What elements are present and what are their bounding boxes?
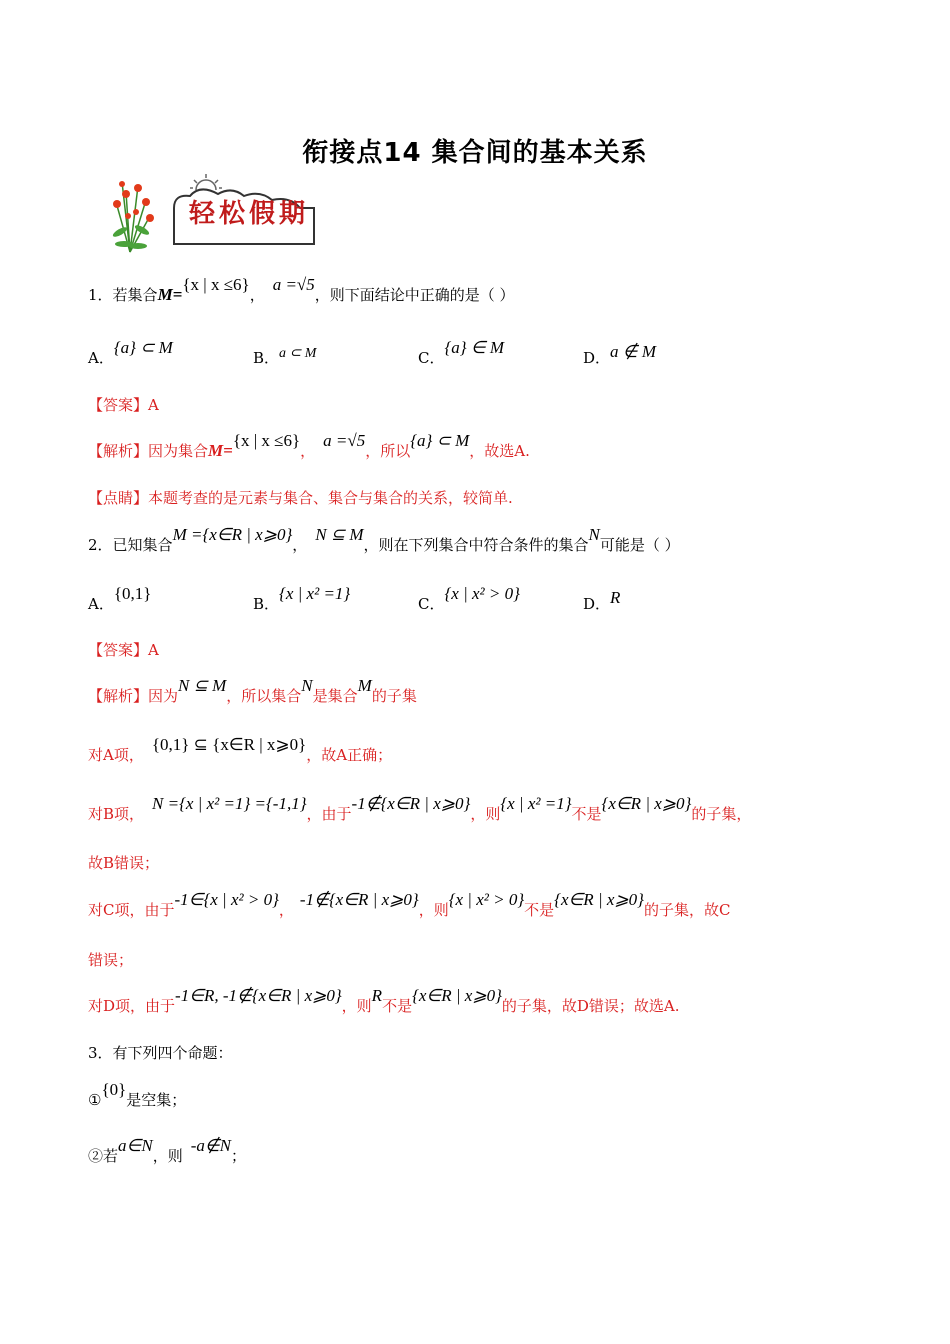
q2-option-a: A．{0,1}: [88, 584, 152, 613]
q2-case-b: 对B项，N ={x | x² =1} ={-1,1}，由于-1∉{x∈R | x⩾0}，则{x | x² =1}不是{x∈R | x⩾0}的子集，: [88, 794, 752, 823]
q2-stem: 2．已知集合M ={x∈R | x⩾0}，N ⊆ M，则在下列集合中符合条件的集合N可能是（ ）: [88, 525, 680, 554]
q1-point: 【点睛】本题考查的是元素与集合、集合与集合的关系，较简单.: [88, 489, 513, 507]
q2-case-c-line2: 错误；: [88, 951, 134, 969]
q1-option-c: C．{a} ∈ M: [418, 338, 505, 367]
q1-options: [88, 338, 870, 372]
q2-options: [88, 584, 870, 618]
q2-option-b: B．{x | x² =1}: [253, 584, 351, 613]
q1-option-b: B．a ⊂ M: [253, 346, 317, 367]
q1-answer: 【答案】A: [88, 396, 159, 414]
q2-case-d: 对D项，由于-1∈R, -1∉{x∈R | x⩾0}，则R不是{x∈R | x⩾0}的子集，故D错误；故选A.: [88, 986, 680, 1015]
q2-case-b-line2: 故B错误；: [88, 854, 160, 872]
q3-stem: 3．有下列四个命题：: [88, 1044, 233, 1062]
q2-answer: 【答案】A: [88, 641, 159, 659]
q2-case-c: 对C项，由于-1∈{x | x² > 0}，-1∉{x∈R | x⩾0}，则{x | x² > 0}不是{x∈R | x⩾0}的子集，故C: [88, 890, 731, 919]
q2-option-d: D．R: [583, 588, 621, 613]
banner-text: 轻松假期: [188, 199, 309, 229]
q3-item-1: ①{0}是空集；: [88, 1080, 187, 1109]
q2-option-c: C．{x | x² > 0}: [418, 584, 520, 613]
q2-analysis: 【解析】因为N ⊆ M，所以集合N是集合M的子集: [88, 676, 417, 705]
q1-analysis: 【解析】因为集合M={x | x ≤6}，a =√5，所以{a} ⊂ M，故选A.: [88, 431, 530, 460]
q3-item-2: ②若a∈N，则-a∉N；: [88, 1136, 247, 1165]
q2-case-a: 对A项，{0,1} ⊆ {x∈R | x⩾0}，故A正确；: [88, 735, 393, 764]
q1-option-d: D．a ∉ M: [583, 342, 657, 367]
q1-option-a: A．{a} ⊂ M: [88, 338, 173, 367]
q1-stem: 1．若集合M={x | x ≤6}，a =√5，则下面结论中正确的是（ ）: [88, 275, 515, 304]
holiday-banner: [100, 172, 330, 260]
page-title: 衔接点14 集合间的基本关系: [302, 138, 648, 168]
